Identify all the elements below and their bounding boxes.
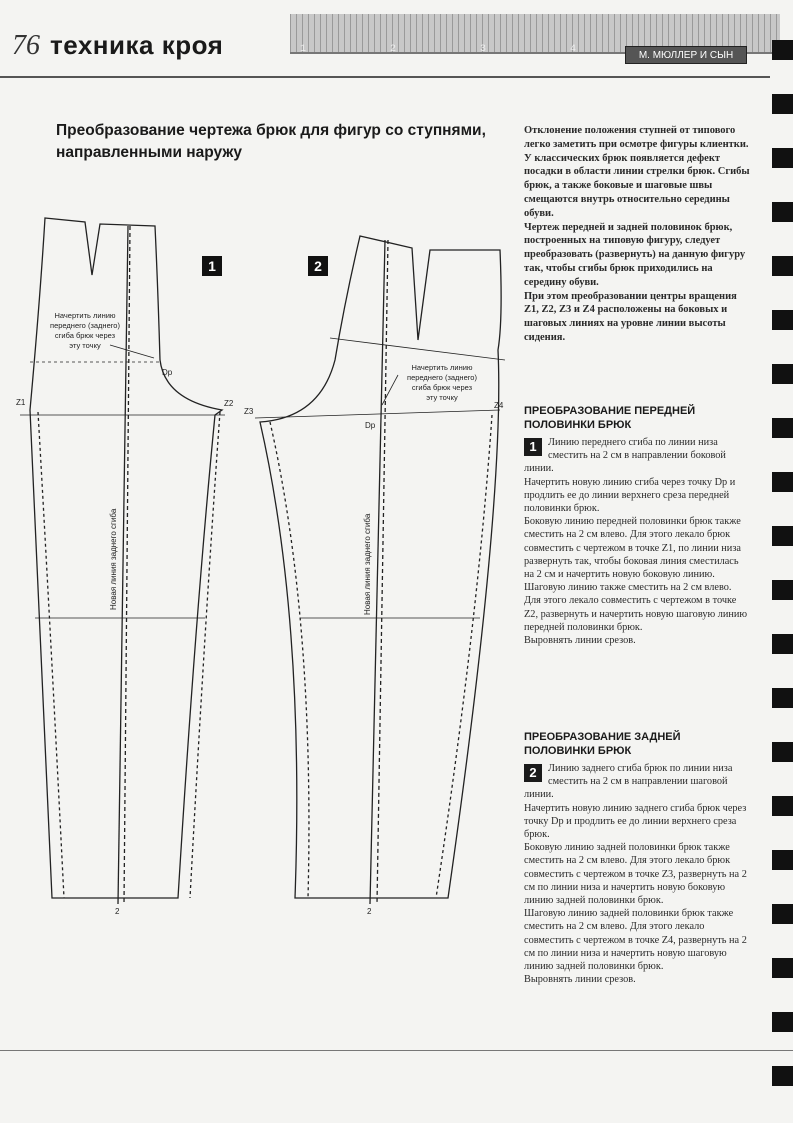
fig1-z2-label: Z2	[224, 399, 234, 408]
back-paragraph: Шаговую линию задней половинки брюк также сместить на 2 см влево. Для этого лекало совместить с чертежом в точке Z4, развернуть на 2 см по линии низа и начертить новую шаговую линию задней половинки брюк.	[524, 908, 747, 973]
fig2-label: 2	[314, 258, 322, 274]
fig2-hem-label: 2	[367, 907, 372, 916]
fig2-new-inseam	[436, 415, 492, 898]
back-paragraph: Линию заднего сгиба брюк по линии низа сместить на 2 см в направлении шаговой линии.	[524, 763, 733, 801]
fig1-z1-label: Z1	[16, 398, 26, 407]
front-paragraph: Боковую линию передней половинки брюк также сместить на 2 см влево. Для этого лекало брюк совместить с чертежом в точке Z1, по линии низа развернуть так, чтобы боковая линия сместилась на 2 см и начертить новую боковую линию.	[524, 516, 741, 581]
fig1-note-line: переднего (заднего)	[50, 321, 120, 330]
back-section-heading: ПРЕОБРАЗОВАНИЕ ЗАДНЕЙ ПОЛОВИНКИ БРЮК	[524, 731, 681, 757]
step-badge: 2	[524, 764, 542, 782]
header-divider	[0, 76, 770, 78]
article-title: Преобразование чертежа брюк для фигур со ступнями, направленными наружу	[56, 122, 486, 161]
back-paragraph: Боковую линию задней половинки брюк также сместить на 2 см влево. Для этого лекало брюк совместить с чертежом в точке Z3, развернуть на 2 см по линии низа и начертить новую боковую линию задней половинки брюк.	[524, 842, 747, 907]
ruler-mark: 2	[390, 44, 397, 55]
fig1-note-line: сгиба брюк через	[54, 331, 116, 340]
back-section-text	[524, 762, 750, 986]
fig2-note-line: сгиба брюк через	[411, 383, 473, 392]
front-paragraph: Выровнять линии срезов.	[524, 635, 636, 647]
fig2-fold-label: Новая линия заднего сгиба	[363, 513, 372, 615]
step-badge: 1	[524, 438, 542, 456]
front-section-heading: ПРЕОБРАЗОВАНИЕ ПЕРЕДНЕЙ ПОЛОВИНКИ БРЮК	[524, 405, 696, 431]
fig2-hip-line	[330, 338, 505, 360]
ruler-mark: 1	[300, 44, 307, 55]
fig2-note-line: эту точку	[426, 393, 458, 402]
footer-divider	[0, 1050, 793, 1051]
back-paragraph: Выровнять линии срезов.	[524, 974, 636, 986]
intro-paragraph: Отклонение положения ступней от типового легко заметить при осмотре фигуры клиентки.	[524, 125, 749, 150]
fig2-leader	[382, 375, 398, 405]
fig2-new-side	[270, 422, 309, 898]
fig2-note-line: переднего (заднего)	[407, 373, 477, 382]
fig1-new-side	[38, 412, 64, 898]
fig1-dp-label: Dp	[162, 368, 173, 377]
ruler-mark: 4	[570, 44, 577, 55]
intro-paragraph: Чертеж передней и задней половинок брюк, построенных на типовую фигуру, следует преобразовать (развернуть) на данную фигуру так, чтобы сгибы брюк приходились на середину обуви.	[524, 221, 746, 288]
intro-paragraph: При этом преобразовании центры вращения Z1, Z2, Z3 и Z4 расположены на боковых и шаговых линиях на уровне линии высоты сидения.	[524, 290, 737, 343]
section-title: техника кроя	[50, 30, 224, 60]
fig1-note-line: эту точку	[69, 341, 101, 350]
trouser-pattern-diagram	[0, 200, 520, 930]
fig1-note-line: Начертить линию	[54, 311, 116, 320]
ruler-mark: 3	[480, 44, 487, 55]
front-section-text	[524, 436, 750, 647]
fig2-note-line: Начертить линию	[411, 363, 473, 372]
intro-paragraph: У классических брюк появляется дефект посадки в области линии стрелки брюк. Сгибы брюк, а также боковые и шаговые швы смещаются внутрь относительно середины обуви.	[524, 152, 750, 219]
fig2-z4-label: Z4	[494, 401, 504, 410]
fig2-z3-label: Z3	[244, 407, 254, 416]
fig1-label: 1	[208, 258, 216, 274]
back-paragraph: Начертить новую линию заднего сгиба брюк через точку Dp и продлить ее до линии верхнего среза брюк.	[524, 802, 747, 841]
fig2-outline	[260, 236, 501, 898]
publisher-brand: М. МЮЛЛЕР И СЫН	[625, 46, 747, 64]
fig1-fold-label: Новая линия заднего сгиба	[109, 508, 118, 610]
intro-text	[524, 124, 750, 345]
front-paragraph: Линию переднего сгиба по линии низа сместить на 2 см в направлении боковой линии.	[524, 437, 726, 475]
front-paragraph: Начертить новую линию сгиба через точку Dp и продлить ее до линии верхнего среза передней половинки брюк.	[524, 476, 736, 515]
fig2-seat-line	[255, 410, 500, 418]
fig2-dp-label: Dp	[365, 421, 376, 430]
page-number: 76	[12, 30, 40, 61]
fig1-leader	[110, 345, 154, 358]
fig1-hem-label: 2	[115, 907, 120, 916]
front-paragraph: Шаговую линию также сместить на 2 см влево. Для этого лекало совместить с чертежом в точке Z2, развернуть и начертить новую шаговую линию передней половинки брюк.	[524, 582, 748, 633]
